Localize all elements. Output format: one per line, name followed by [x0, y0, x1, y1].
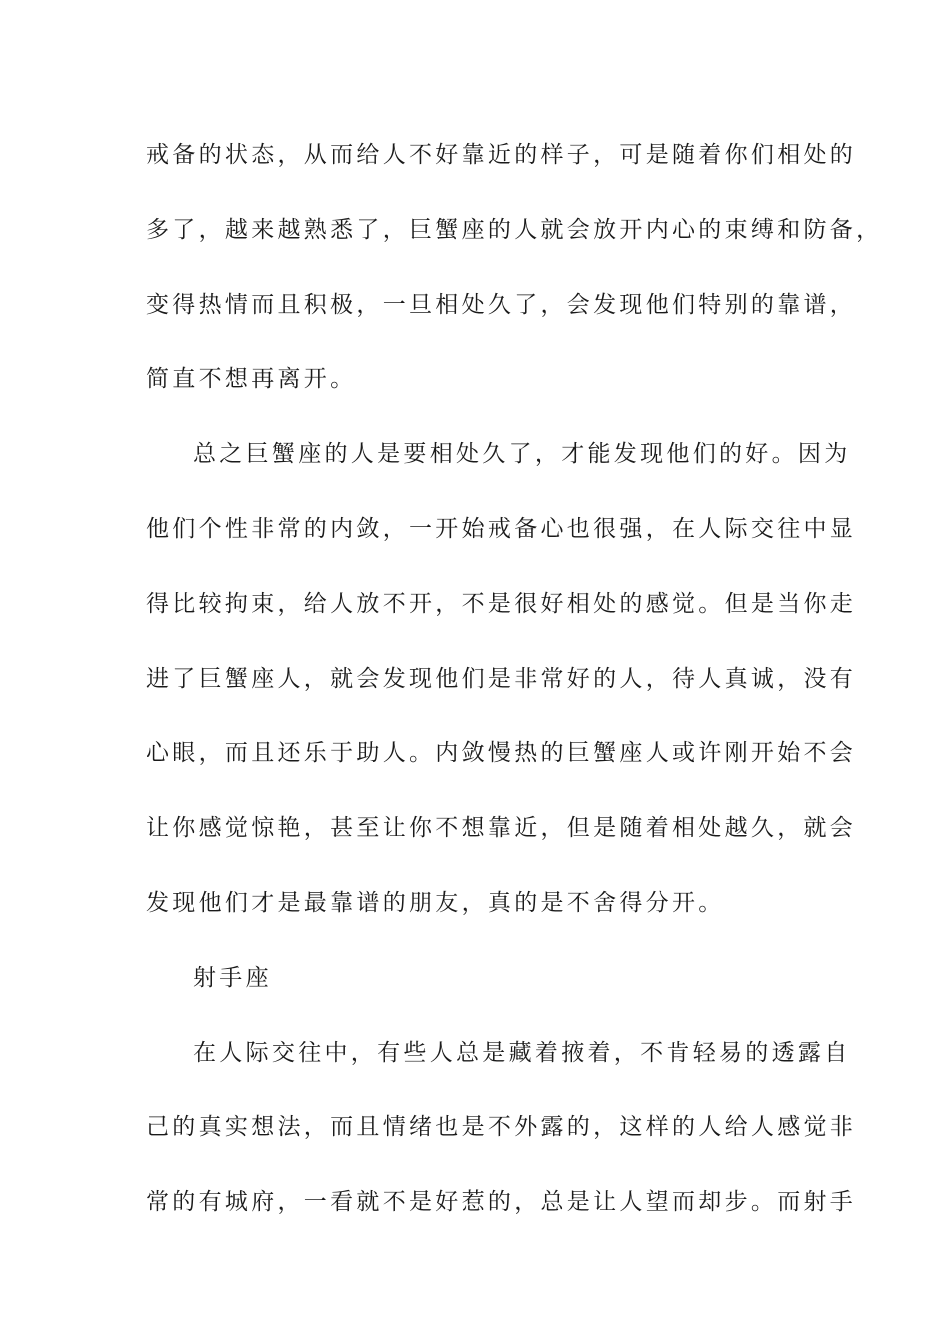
text-line: 进了巨蟹座人，就会发现他们是非常好的人，待人真诚，没有 [146, 665, 857, 692]
text-line: 简直不想再离开。 [146, 366, 357, 393]
text-line: 发现他们才是最靠谱的朋友，真的是不舍得分开。 [146, 889, 725, 916]
document-body [146, 129, 883, 1251]
text-line: 心眼，而且还乐于助人。内敛慢热的巨蟹座人或许刚开始不会 [146, 740, 857, 767]
paragraph-first-line: 总之巨蟹座的人是要相处久了，才能发现他们的好。因为 [193, 441, 851, 468]
text-line: 让你感觉惊艳，甚至让你不想靠近，但是随着相处越久，就会 [146, 815, 857, 842]
text-line: 多了，越来越熟悉了，巨蟹座的人就会放开内心的束缚和防备， [146, 216, 883, 243]
text-line: 戒备的状态，从而给人不好靠近的样子，可是随着你们相处的 [146, 142, 857, 168]
text-line: 变得热情而且积极，一旦相处久了，会发现他们特别的靠谱， [146, 291, 857, 318]
text-line: 得比较拘束，给人放不开，不是很好相处的感觉。但是当你走 [146, 590, 857, 617]
text-line: 他们个性非常的内敛，一开始戒备心也很强，在人际交往中显 [146, 515, 857, 542]
text-line: 己的真实想法，而且情绪也是不外露的，这样的人给人感觉非 [146, 1114, 857, 1141]
text-line: 常的有城府，一看就不是好惹的，总是让人望而却步。而射手 [146, 1189, 857, 1216]
paragraph-first-line: 在人际交往中，有些人总是藏着掖着，不肯轻易的透露自 [193, 1039, 851, 1066]
section-heading: 射手座 [193, 964, 272, 991]
